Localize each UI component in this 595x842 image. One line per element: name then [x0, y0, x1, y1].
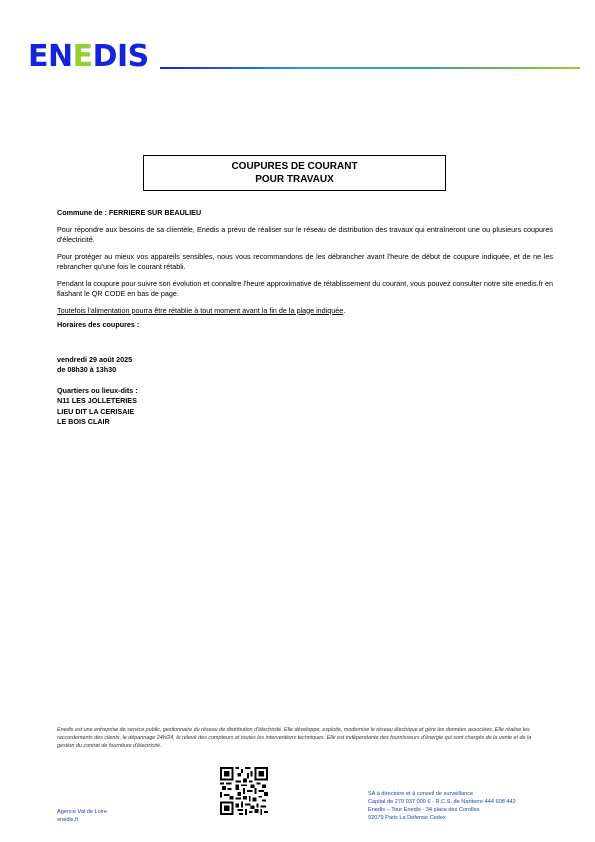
- commune-line: [57, 208, 553, 219]
- schedule-date: vendredi 29 août 2025: [57, 354, 133, 364]
- legal-block: [368, 790, 516, 822]
- qr-code-icon[interactable]: [220, 767, 268, 815]
- place-item: N11 LES JOLLETERIES: [57, 396, 137, 405]
- agency-block: [57, 808, 107, 824]
- agency-name: Agence Val de Loire: [57, 809, 107, 815]
- notice-line: Toutefois l'alimentation pourra être rétablie à tout moment avant la fin de la plage indiquée.: [57, 305, 346, 315]
- enedis-logo: [28, 40, 149, 72]
- agency-site-link[interactable]: enedis.fr: [57, 817, 79, 823]
- place-item: LIEU DIT LA CERISAIE: [57, 406, 135, 416]
- brand-gradient-line: [160, 67, 580, 69]
- notice-content: [57, 208, 553, 428]
- title-box: [143, 155, 446, 191]
- place-item: LE BOIS CLAIR: [57, 417, 110, 426]
- footer-description: Enedis est une entreprise de service public, gestionnaire du réseau de distribution d'électricité. Elle développe, exploite, modernise le réseau électrique et gère les données associées. Elle réalise les raccordements des clients, le dépannage 24h/24, le relevé des compteurs et toutes les interventions techniques. Elle est indépendante des fournisseurs d'énergie qui sont chargés de la vente et de la gestion du contrat de fourniture d'électricité.: [57, 727, 532, 750]
- enedis-logo-mark: ENEDIS: [28, 39, 149, 74]
- notice-text: Toutefois l'alimentation pourra être rétablie à tout moment avant la fin de la plage indiquée: [57, 305, 344, 315]
- legal-line: Enedis – Tour Enedis - 34 place des Corolles: [368, 807, 480, 813]
- commune-value: FERRIERE SUR BEAULIEU: [108, 208, 202, 217]
- paragraph-needs: Pour répondre aux besoins de sa clientèle, Enedis a prévu de réaliser sur le réseau de distribution des travaux qui entraîneront une ou plusieurs coupures d'électricité.: [57, 224, 553, 244]
- paragraph-follow: Pendant la coupure pour suivre son évolution et connaître l'heure approximative de rétablissement du courant, vous pouvez consulter notre site enedis.fr en flashant le QR CODE en bas de page.: [57, 278, 553, 298]
- schedule-label: Horaires des coupures :: [57, 320, 140, 329]
- legal-line: Capital de 270 037 000 € - R.C.S. de Nanterre 444 608 442: [368, 799, 516, 805]
- title-line-1: COUPURES DE COURANT: [231, 161, 358, 172]
- paragraph-protect: Pour protéger au mieux vos appareils sensibles, nous vous recommandons de les débrancher avant l'heure de début de coupure indiquée, et de ne les rebrancher qu'une fois le courant rétabli.: [57, 251, 553, 271]
- places-label: Quartiers ou lieux-dits :: [57, 385, 138, 395]
- title-line-2: POUR TRAVAUX: [255, 174, 334, 185]
- legal-line: SA à directoire et à conseil de surveillance: [368, 791, 474, 797]
- commune-label: Commune de :: [57, 208, 107, 217]
- schedule-time: de 08h30 à 13h30: [57, 365, 117, 374]
- legal-line: 92079 Paris La Défense Cedex: [368, 815, 446, 821]
